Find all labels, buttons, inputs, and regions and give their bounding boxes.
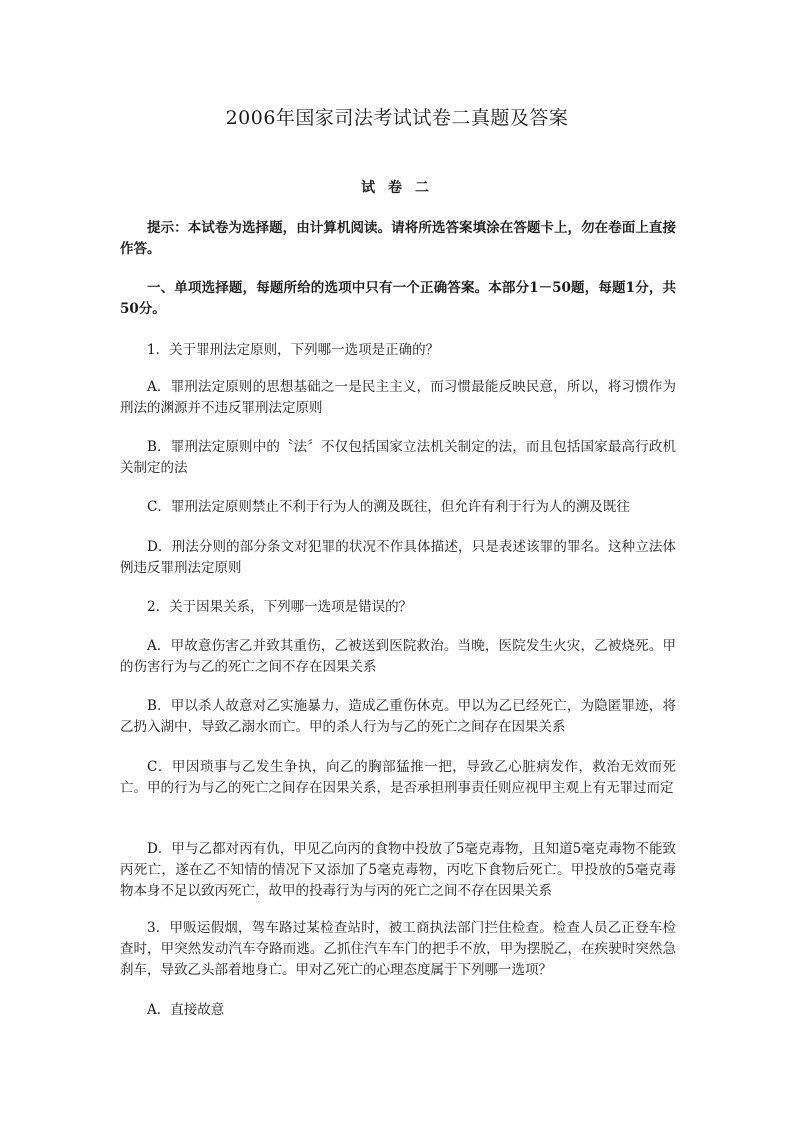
q1-option-c: C．罪刑法定原则禁止不利于行为人的溯及既往，但允许有利于行为人的溯及既往	[147, 499, 630, 515]
question-3: 3．甲贩运假烟，驾车路过某检查站时，被工商执法部门拦住检查。检查人员乙正登车检查时，甲突然发动汽车夺路而逃。乙抓住汽车车门的把手不放，甲为摆脱乙，在疾驶时突然急刹车，导致乙头部着地身亡。甲对乙死亡的心理态度属于下列哪一选项？	[120, 920, 676, 978]
q1-option-a: A．罪刑法定原则的思想基础之一是民主主义，而习惯最能反映民意，所以，将习惯作为刑法的渊源并不违反罪刑法定原则	[120, 379, 676, 416]
q3-option-a: A．直接故意	[147, 1002, 225, 1018]
q2-option-a: A．甲故意伤害乙并致其重伤，乙被送到医院救治。当晚，医院发生火灾，乙被烧死。甲的伤害行为与乙的死亡之间不存在因果关系	[120, 638, 676, 675]
question-2: 2．关于因果关系，下列哪一选项是错误的？	[147, 599, 413, 615]
q1-option-b: B．罪刑法定原则中的〝法〞不仅包括国家立法机关制定的法，而且包括国家最高行政机关制定的法	[120, 439, 676, 476]
section-heading: 一、单项选择题，每题所给的选项中只有一个正确答案。本部分1－50题，每题1分，共50分。	[120, 280, 676, 317]
exam-notice: 提示：本试卷为选择题，由计算机阅读。请将所选答案填涂在答题卡上，勿在卷面上直接作答。	[120, 220, 676, 257]
q2-option-c: C．甲因琐事与乙发生争执，向乙的胸部猛推一把，导致乙心脏病发作，救治无效而死亡。甲的行为与乙的死亡之间存在因果关系，是否承担刑事责任则应视甲主观上有无罪过而定	[120, 759, 676, 796]
q2-option-b: B．甲以杀人故意对乙实施暴力，造成乙重伤休克。甲以为乙已经死亡，为隐匿罪迹，将乙扔入湖中，导致乙溺水而亡。甲的杀人行为与乙的死亡之间存在因果关系	[120, 698, 676, 735]
question-1: 1．关于罪刑法定原则，下列哪一选项是正确的？	[147, 342, 440, 358]
paper-subtitle: 试 卷 二	[361, 180, 433, 196]
q1-option-d: D．刑法分则的部分条文对犯罪的状况不作具体描述，只是表述该罪的罪名。这种立法体例违反罪刑法定原则	[120, 539, 676, 576]
q2-option-d: D．甲与乙都对丙有仇，甲见乙向丙的食物中投放了5毫克毒物，且知道5毫克毒物不能致丙死亡，遂在乙不知情的情况下又添加了5毫克毒物，丙吃下食物后死亡。甲投放的5毫克毒物本身不足以致丙死亡，故甲的投毒行为与丙的死亡之间不存在因果关系	[120, 841, 676, 899]
document-title: 2006年国家司法考试试卷二真题及答案	[225, 107, 569, 129]
